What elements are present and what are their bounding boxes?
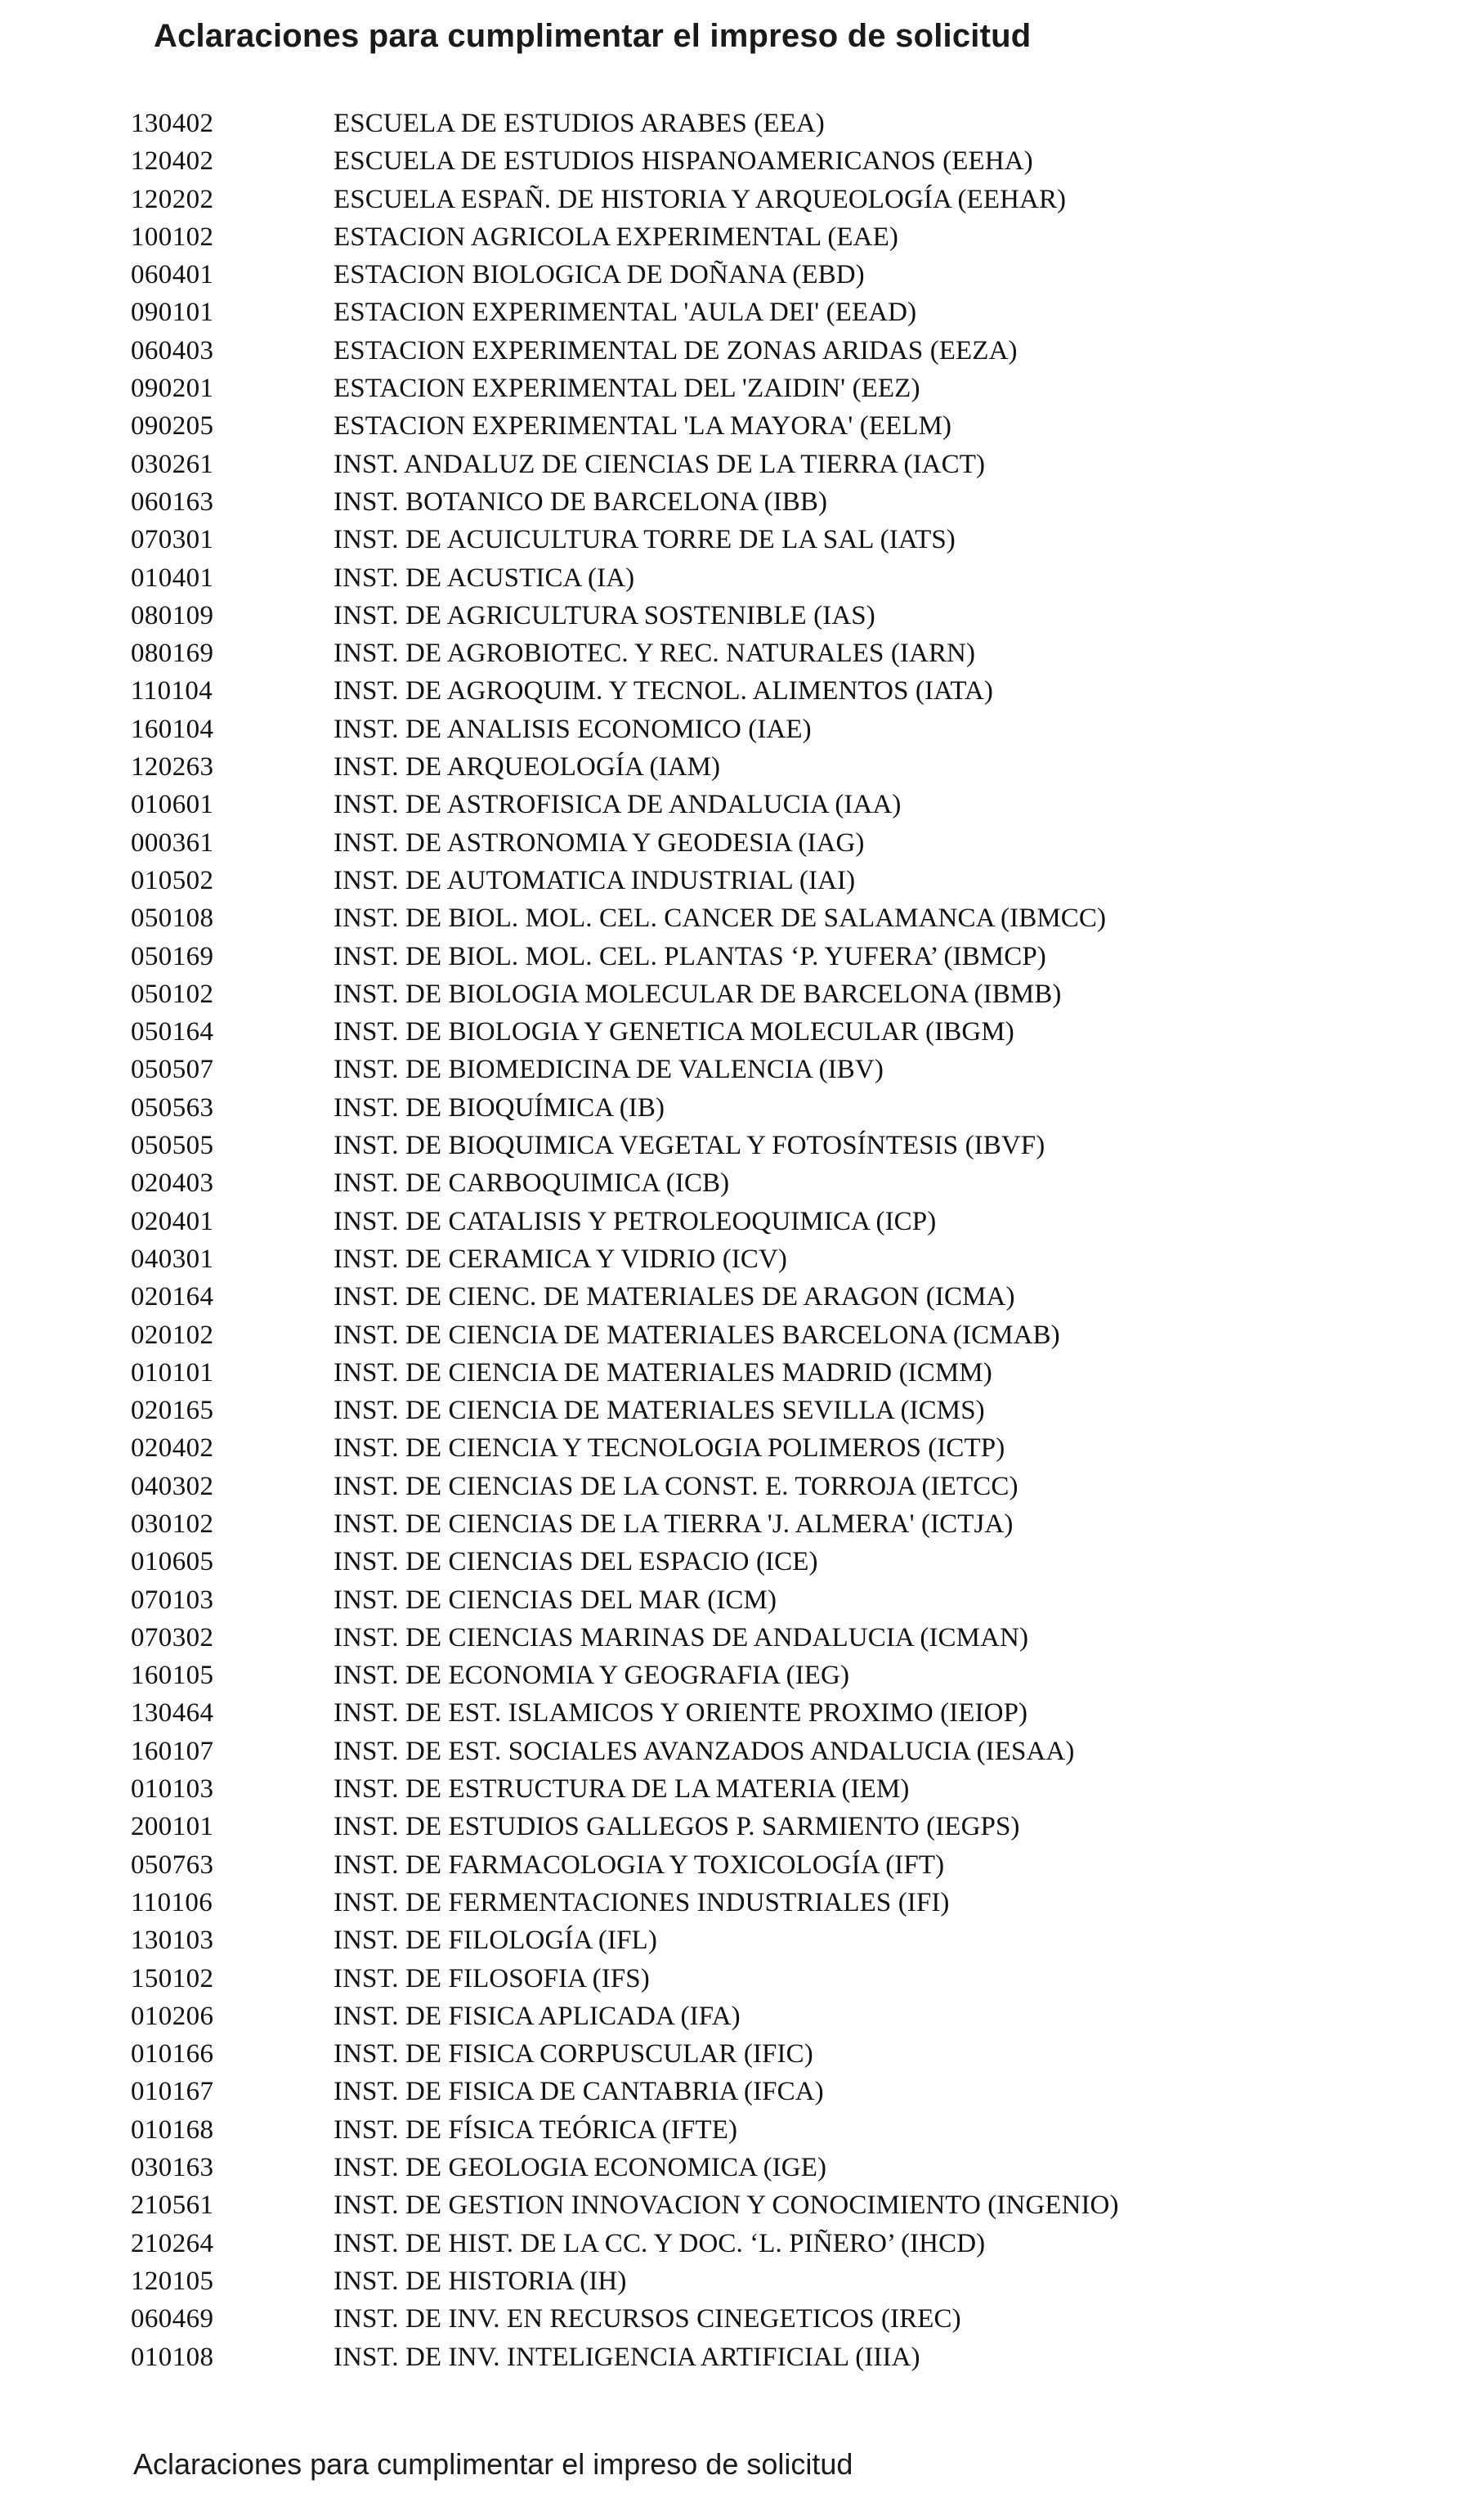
institute-name: INST. DE FILOLOGÍA (IFL) [334,1926,657,1956]
institute-code: 010103 [131,1774,214,1805]
institute-code: 200101 [131,1812,214,1842]
list-item [131,1505,1373,1543]
institute-code: 070302 [131,1622,214,1652]
list-item [131,1846,1373,1884]
institute-code: 050505 [131,1131,214,1161]
institute-code: 030163 [131,2153,214,2183]
list-item [131,786,1373,823]
institute-code: 070301 [131,525,214,555]
institute-name: INST. DE HISTORIA (IH) [334,2266,627,2296]
list-item [131,1354,1373,1392]
institute-code: 020165 [131,1396,214,1426]
institute-name: INST. DE BIOQUIMICA VEGETAL Y FOTOSÍNTESIS (IBVF) [334,1131,1045,1161]
institute-name: ESCUELA ESPAÑ. DE HISTORIA Y ARQUEOLOGÍA (EEHAR) [334,184,1067,214]
institute-name: ESTACION EXPERIMENTAL DE ZONAS ARIDAS (EEZA) [334,335,1018,365]
list-item [131,1808,1373,1845]
institute-code: 010166 [131,2039,214,2069]
list-item [131,2225,1373,2262]
list-item [131,1581,1373,1619]
institute-name: INST. DE ASTROFISICA DE ANDALUCIA (IAA) [334,790,902,820]
institute-name: INST. DE ANALISIS ECONOMICO (IAE) [334,714,812,744]
institute-name: INST. DE CIENCIAS DE LA TIERRA 'J. ALMERA' (ICTJA) [334,1509,1014,1539]
list-item [131,2338,1373,2376]
institute-name: INST. DE CIENCIAS MARINAS DE ANDALUCIA (ICMAN) [334,1622,1029,1652]
institute-code: 040302 [131,1471,214,1501]
list-item [131,483,1373,521]
list-item [131,1164,1373,1202]
institute-code: 050507 [131,1055,214,1085]
institute-code: 010167 [131,2077,214,2107]
institute-name: INST. DE CIENCIAS DE LA CONST. E. TORROJA (IETCC) [334,1471,1019,1501]
list-item [131,1619,1373,1657]
institute-name: INST. DE CIENCIAS DEL ESPACIO (ICE) [334,1547,818,1577]
institute-code: 050102 [131,979,214,1009]
institute-code: 090201 [131,374,214,404]
institute-code: 050164 [131,1017,214,1047]
institute-code: 020401 [131,1206,214,1236]
institute-name: ESTACION EXPERIMENTAL 'LA MAYORA' (EELM) [334,411,952,442]
institute-code: 010108 [131,2342,214,2372]
institute-name: INST. DE GEOLOGIA ECONOMICA (IGE) [334,2153,827,2183]
institute-name: INST. DE INV. INTELIGENCIA ARTIFICIAL (IIIA) [334,2342,920,2372]
list-item [131,2149,1373,2186]
institute-name: INST. DE FERMENTACIONES INDUSTRIALES (IFI) [334,1887,950,1917]
institute-name: INST. DE ARQUEOLOGÍA (IAM) [334,752,721,782]
list-item [131,711,1373,748]
list-item [131,975,1373,1013]
list-item [131,1429,1373,1467]
institute-name: ESCUELA DE ESTUDIOS HISPANOAMERICANOS (EEHA) [334,146,1033,177]
institute-code: 160105 [131,1661,214,1691]
page-footer: Aclaraciones para cumplimentar el impreso de solicitud [133,2447,853,2481]
institute-code: 010401 [131,563,214,593]
institute-code: 060401 [131,260,214,290]
institute-code: 020164 [131,1282,214,1312]
institute-code: 010502 [131,865,214,895]
list-item [131,1089,1373,1127]
institute-name: INST. DE CERAMICA Y VIDRIO (ICV) [334,1244,788,1274]
list-item [131,1468,1373,1505]
institute-name: INST. DE ACUSTICA (IA) [334,563,635,593]
institute-name: INST. DE FISICA APLICADA (IFA) [334,2001,741,2031]
list-item [131,105,1373,142]
list-item [131,521,1373,558]
institute-code: 080169 [131,639,214,669]
institute-code: 010605 [131,1547,214,1577]
institute-name: ESTACION AGRICOLA EXPERIMENTAL (EAE) [334,222,898,252]
institute-code: 090205 [131,411,214,442]
institute-name: INST. DE BIOL. MOL. CEL. CANCER DE SALAMANCA (IBMCC) [334,904,1107,934]
institute-code: 090101 [131,298,214,328]
institute-code: 010168 [131,2114,214,2145]
institute-name: INST. DE CATALISIS Y PETROLEOQUIMICA (ICP) [334,1206,937,1236]
institute-name: ESTACION BIOLOGICA DE DOÑANA (EBD) [334,260,865,290]
institute-code: 050563 [131,1092,214,1123]
list-item [131,1921,1373,1959]
institute-code: 030102 [131,1509,214,1539]
list-item [131,634,1373,672]
list-item [131,1278,1373,1316]
list-item [131,407,1373,445]
institute-code: 080109 [131,600,214,630]
list-item [131,2035,1373,2073]
institute-name: INST. DE AGROQUIM. Y TECNOL. ALIMENTOS (IATA) [334,676,993,706]
institute-code: 150102 [131,1963,214,1993]
institute-name: INST. DE BIOL. MOL. CEL. PLANTAS ‘P. YUFERA’ (IBMCP) [334,941,1046,971]
institute-code: 040301 [131,1244,214,1274]
institute-name: INST. DE EST. ISLAMICOS Y ORIENTE PROXIMO (IEIOP) [334,1698,1028,1729]
institute-list [131,105,1373,2376]
institute-code: 130103 [131,1926,214,1956]
institute-name: INST. DE AGRICULTURA SOSTENIBLE (IAS) [334,600,875,630]
institute-code: 010601 [131,790,214,820]
list-item [131,1657,1373,1694]
institute-name: INST. DE FILOSOFIA (IFS) [334,1963,650,1993]
institute-code: 130464 [131,1698,214,1729]
list-item [131,862,1373,899]
list-item [131,2300,1373,2338]
institute-code: 110106 [131,1887,213,1917]
institute-name: INST. BOTANICO DE BARCELONA (IBB) [334,487,828,517]
list-item [131,370,1373,407]
list-item [131,597,1373,634]
institute-name: ESTACION EXPERIMENTAL DEL 'ZAIDIN' (EEZ) [334,374,920,404]
institute-name: INST. DE ECONOMIA Y GEOGRAFIA (IEG) [334,1661,850,1691]
institute-code: 060469 [131,2304,214,2334]
institute-name: INST. DE GESTION INNOVACION Y CONOCIMIENTO (INGENIO) [334,2190,1119,2221]
page-title: Aclaraciones para cumplimentar el impreso de solicitud [154,18,1032,54]
list-item [131,446,1373,483]
list-item [131,1733,1373,1770]
institute-code: 120105 [131,2266,214,2296]
list-item [131,824,1373,862]
institute-name: INST. DE CARBOQUIMICA (ICB) [334,1168,730,1199]
institute-name: INST. DE INV. EN RECURSOS CINEGETICOS (IREC) [334,2304,961,2334]
institute-name: INST. DE AUTOMATICA INDUSTRIAL (IAI) [334,865,856,895]
institute-code: 020402 [131,1433,214,1464]
institute-name: INST. DE CIENCIA Y TECNOLOGIA POLIMEROS (ICTP) [334,1433,1005,1464]
institute-code: 030261 [131,449,214,479]
list-item [131,1543,1373,1581]
list-item [131,256,1373,294]
list-item [131,1884,1373,1921]
institute-name: INST. DE CIENCIA DE MATERIALES BARCELONA (ICMAB) [334,1320,1060,1350]
institute-code: 070103 [131,1585,214,1615]
institute-name: INST. DE FISICA CORPUSCULAR (IFIC) [334,2039,813,2069]
institute-code: 160104 [131,714,214,744]
list-item [131,938,1373,975]
institute-code: 010206 [131,2001,214,2031]
list-item [131,142,1373,180]
institute-name: INST. DE ASTRONOMIA Y GEODESIA (IAG) [334,827,865,858]
institute-name: INST. DE HIST. DE LA CC. Y DOC. ‘L. PIÑERO’ (IHCD) [334,2228,986,2258]
institute-name: INST. DE ACUICULTURA TORRE DE LA SAL (IATS) [334,525,956,555]
list-item [131,332,1373,370]
institute-name: INST. DE CIENCIA DE MATERIALES MADRID (ICMM) [334,1357,992,1388]
list-item [131,1998,1373,2035]
institute-code: 210264 [131,2228,214,2258]
list-item [131,748,1373,786]
list-item [131,899,1373,937]
institute-code: 120402 [131,146,214,177]
institute-name: ESTACION EXPERIMENTAL 'AULA DEI' (EEAD) [334,298,917,328]
institute-name: INST. DE BIOMEDICINA DE VALENCIA (IBV) [334,1055,884,1085]
institute-code: 160107 [131,1736,214,1766]
list-item [131,672,1373,710]
list-item [131,2186,1373,2224]
institute-code: 020403 [131,1168,214,1199]
institute-code: 060403 [131,335,214,365]
institute-name: INST. DE FISICA DE CANTABRIA (IFCA) [334,2077,824,2107]
institute-name: INST. DE FARMACOLOGIA Y TOXICOLOGÍA (IFT) [334,1850,945,1880]
institute-name: INST. DE AGROBIOTEC. Y REC. NATURALES (IARN) [334,639,976,669]
institute-name: INST. DE ESTRUCTURA DE LA MATERIA (IEM) [334,1774,910,1805]
institute-code: 130402 [131,109,214,138]
institute-code: 100102 [131,222,214,252]
institute-code: 050763 [131,1850,214,1880]
institute-name: INST. ANDALUZ DE CIENCIAS DE LA TIERRA (IACT) [334,449,986,479]
list-item [131,1392,1373,1429]
institute-name: INST. DE BIOQUÍMICA (IB) [334,1092,665,1123]
institute-code: 020102 [131,1320,214,1350]
list-item [131,1770,1373,1808]
list-item [131,181,1373,218]
institute-name: ESCUELA DE ESTUDIOS ARABES (EEA) [334,109,825,138]
institute-name: INST. DE FÍSICA TEÓRICA (IFTE) [334,2114,738,2145]
institute-code: 050169 [131,941,214,971]
institute-name: INST. DE CIENC. DE MATERIALES DE ARAGON (ICMA) [334,1282,1015,1312]
institute-code: 010101 [131,1357,214,1388]
institute-name: INST. DE BIOLOGIA Y GENETICA MOLECULAR (IBGM) [334,1017,1014,1047]
list-item [131,559,1373,597]
institute-code: 060163 [131,487,214,517]
institute-code: 110104 [131,676,213,706]
list-item [131,1013,1373,1051]
list-item [131,2111,1373,2149]
list-item [131,2262,1373,2300]
list-item [131,1051,1373,1088]
list-item [131,1240,1373,1278]
list-item [131,1203,1373,1240]
institute-code: 000361 [131,827,214,858]
list-item [131,218,1373,256]
institute-code: 120263 [131,752,214,782]
institute-code: 120202 [131,184,214,214]
institute-code: 050108 [131,904,214,934]
institute-name: INST. DE ESTUDIOS GALLEGOS P. SARMIENTO (IEGPS) [334,1812,1020,1842]
institute-code: 210561 [131,2190,214,2221]
institute-name: INST. DE BIOLOGIA MOLECULAR DE BARCELONA (IBMB) [334,979,1062,1009]
list-item [131,2073,1373,2110]
list-item [131,1316,1373,1354]
list-item [131,1127,1373,1164]
institute-name: INST. DE CIENCIA DE MATERIALES SEVILLA (ICMS) [334,1396,985,1426]
list-item [131,1960,1373,1998]
institute-name: INST. DE EST. SOCIALES AVANZADOS ANDALUCIA (IESAA) [334,1736,1075,1766]
institute-name: INST. DE CIENCIAS DEL MAR (ICM) [334,1585,777,1615]
list-item [131,1694,1373,1732]
list-item [131,294,1373,331]
